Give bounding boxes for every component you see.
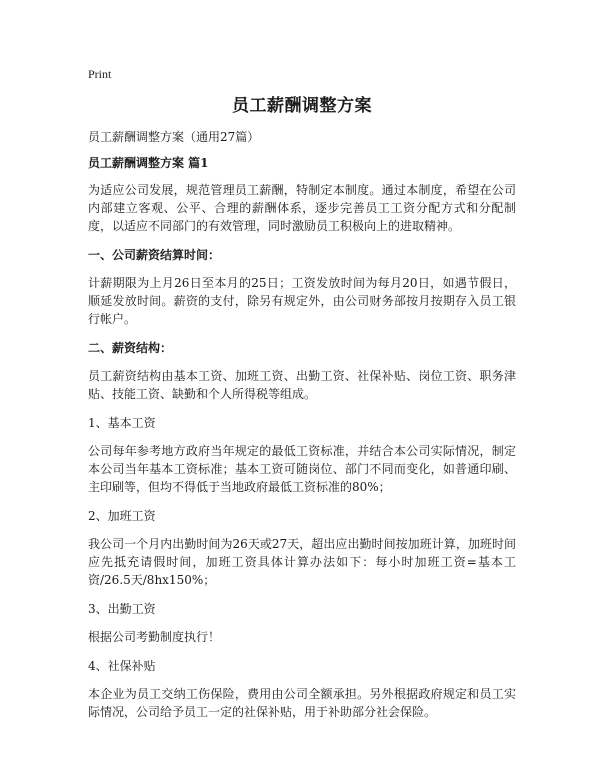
paragraph-salary-structure: 员工薪资结构由基本工资、加班工资、出勤工资、社保补贴、岗位工资、职务津贴、技能工资、缺勤和个人所得税等组成。: [88, 369, 516, 401]
item-basic-salary: 1、基本工资: [88, 416, 156, 430]
paragraph-social-insurance: 本企业为员工交纳工伤保险，费用由公司全额承担。另外根据政府规定和员工实际情况，公司给予员工一定的社保补贴，用于补助部分社会保险。: [88, 687, 516, 719]
paragraph-basic-salary: 公司每年参考地方政府当年规定的最低工资标准，并结合本公司实际情况，制定本公司当年基本工资标准；基本工资可随岗位、部门不同而变化，如普通印刷、主印刷等，但均不得低于当地政府最低工资标准的80%；: [88, 444, 516, 494]
section-title: 员工薪酬调整方案 篇1: [88, 156, 209, 170]
print-link[interactable]: Print: [88, 67, 112, 81]
item-social-insurance: 4、社保补贴: [88, 659, 156, 673]
document-subtitle: 员工薪酬调整方案（通用27篇）: [88, 130, 260, 144]
heading-payroll-time: 一、公司薪资结算时间：: [88, 248, 221, 262]
heading-salary-structure: 二、薪资结构：: [88, 341, 173, 355]
paragraph-attendance-pay: 根据公司考勤制度执行！: [88, 630, 221, 644]
page-title: 员工薪酬调整方案: [232, 96, 372, 116]
document-page: [88, 66, 516, 732]
paragraph-overtime-pay: 我公司一个月内出勤时间为26天或27天，超出应出勤时间按加班计算，加班时间应先抵充请假时间，加班工资具体计算办法如下：每小时加班工资=基本工资/26.5天/8hx150%；: [88, 537, 516, 587]
item-overtime-pay: 2、加班工资: [88, 509, 156, 523]
intro-paragraph: 为适应公司发展，规范管理员工薪酬，特制定本制度。通过本制度，希望在公司内部建立客观、公平、合理的薪酬体系，逐步完善员工工资分配方式和分配制度，以适应不同部门的有效管理，同时激励员工积极向上的进取精神。: [88, 183, 516, 233]
paragraph-payroll-time: 计薪期限为上月26日至本月的25日；工资发放时间为每月20日，如遇节假日，顺延发放时间。薪资的支付，除另有规定外，由公司财务部按月按期存入员工银行帐户。: [88, 276, 516, 326]
item-attendance-pay: 3、出勤工资: [88, 602, 156, 616]
